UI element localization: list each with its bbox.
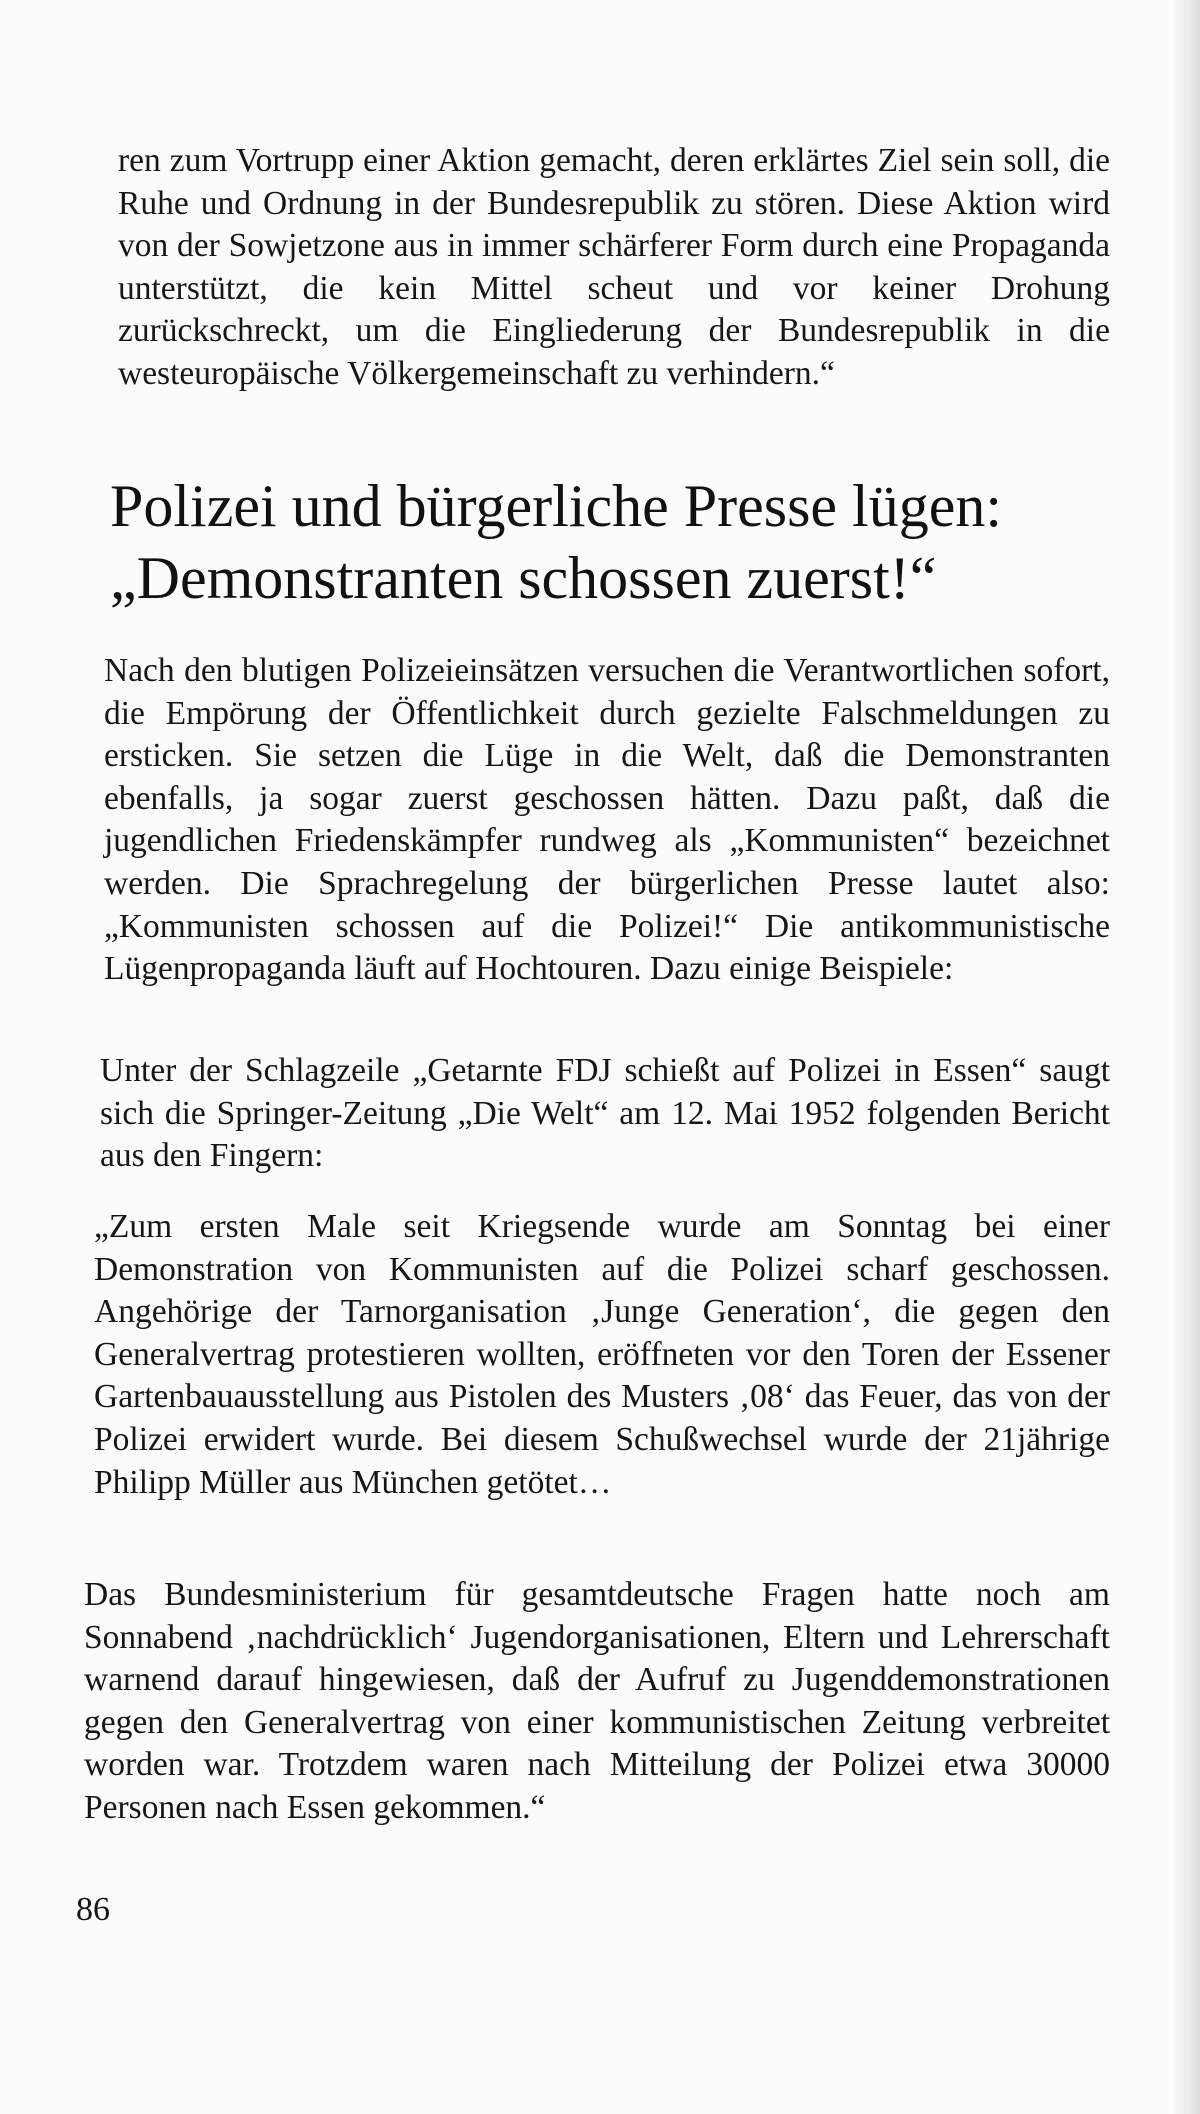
section-heading (110, 470, 1110, 614)
page-edge-shadow (1172, 0, 1200, 2114)
heading-line-2: „Demonstranten schossen zuerst!“ (110, 545, 937, 611)
paragraph-2: Unter der Schlagzeile „Getarnte FDJ schießt auf Polizei in Essen“ saugt sich die Springer-Zeitung „Die Welt“ am 12. Mai 1952 folgenden Bericht aus den Fingern: (100, 1052, 1110, 1175)
paragraph-1: Nach den blutigen Polizeieinsätzen versuchen die Verantwortlichen sofort, die Empörung der Öffentlichkeit durch gezielte Falschmeldungen zu ersticken. Sie setzen die Lüge in die Welt, daß die Demonstranten ebenfalls, ja sogar zuerst geschossen hätten. Dazu paßt, daß die jugendlichen Friedenskämpfer rundweg als „Kommunisten“ bezeichnet werden. Die Sprachregelung der bürgerlichen Presse lautet also: „Kommunisten schossen auf die Polizei!“ Die antikommunistische Lügenpropaganda läuft auf Hochtouren. Dazu einige Beispiele: (104, 652, 1110, 988)
heading-line-1: Polizei und bürgerliche Presse lügen: (110, 473, 1003, 539)
paragraph-3-quote: „Zum ersten Male seit Kriegsende wurde am Sonntag bei einer Demonstration von Kommunisten auf die Polizei scharf geschossen. Angehörige der Tarnorganisation ‚Junge Generation‘, die gegen den Generalvertrag protestieren wollten, eröffneten vor den Toren der Essener Gartenbauausstellung aus Pistolen des Musters ‚08‘ das Feuer, das von der Polizei erwidert wurde. Bei diesem Schußwechsel wurde der 21jährige Philipp Müller aus München getötet… (94, 1208, 1110, 1501)
page-number: 86 (76, 1891, 110, 1928)
paragraph-intro: ren zum Vortrupp einer Aktion gemacht, deren erklärtes Ziel sein soll, die Ruhe und Ordnung in der Bundesrepublik zu stören. Diese Aktion wird von der Sowjetzone aus in immer schärferer Form durch eine Propaganda unterstützt, die kein Mittel scheut und vor keiner Drohung zurückschreckt, um die Eingliederung der Bundesrepublik in die westeuropäische Völkergemeinschaft zu verhindern.“ (118, 142, 1110, 392)
paragraph-4-quote: Das Bundesministerium für gesamtdeutsche Fragen hatte noch am Sonnabend ‚nachdrücklich‘ Jugendorganisationen, Eltern und Lehrerschaft warnend darauf hingewiesen, daß der Aufruf zu Jugenddemonstrationen gegen den Generalvertrag von einer kommunistischen Zeitung verbreitet worden war. Trotzdem waren nach Mitteilung der Polizei etwa 30000 Personen nach Essen gekommen.“ (84, 1576, 1110, 1826)
